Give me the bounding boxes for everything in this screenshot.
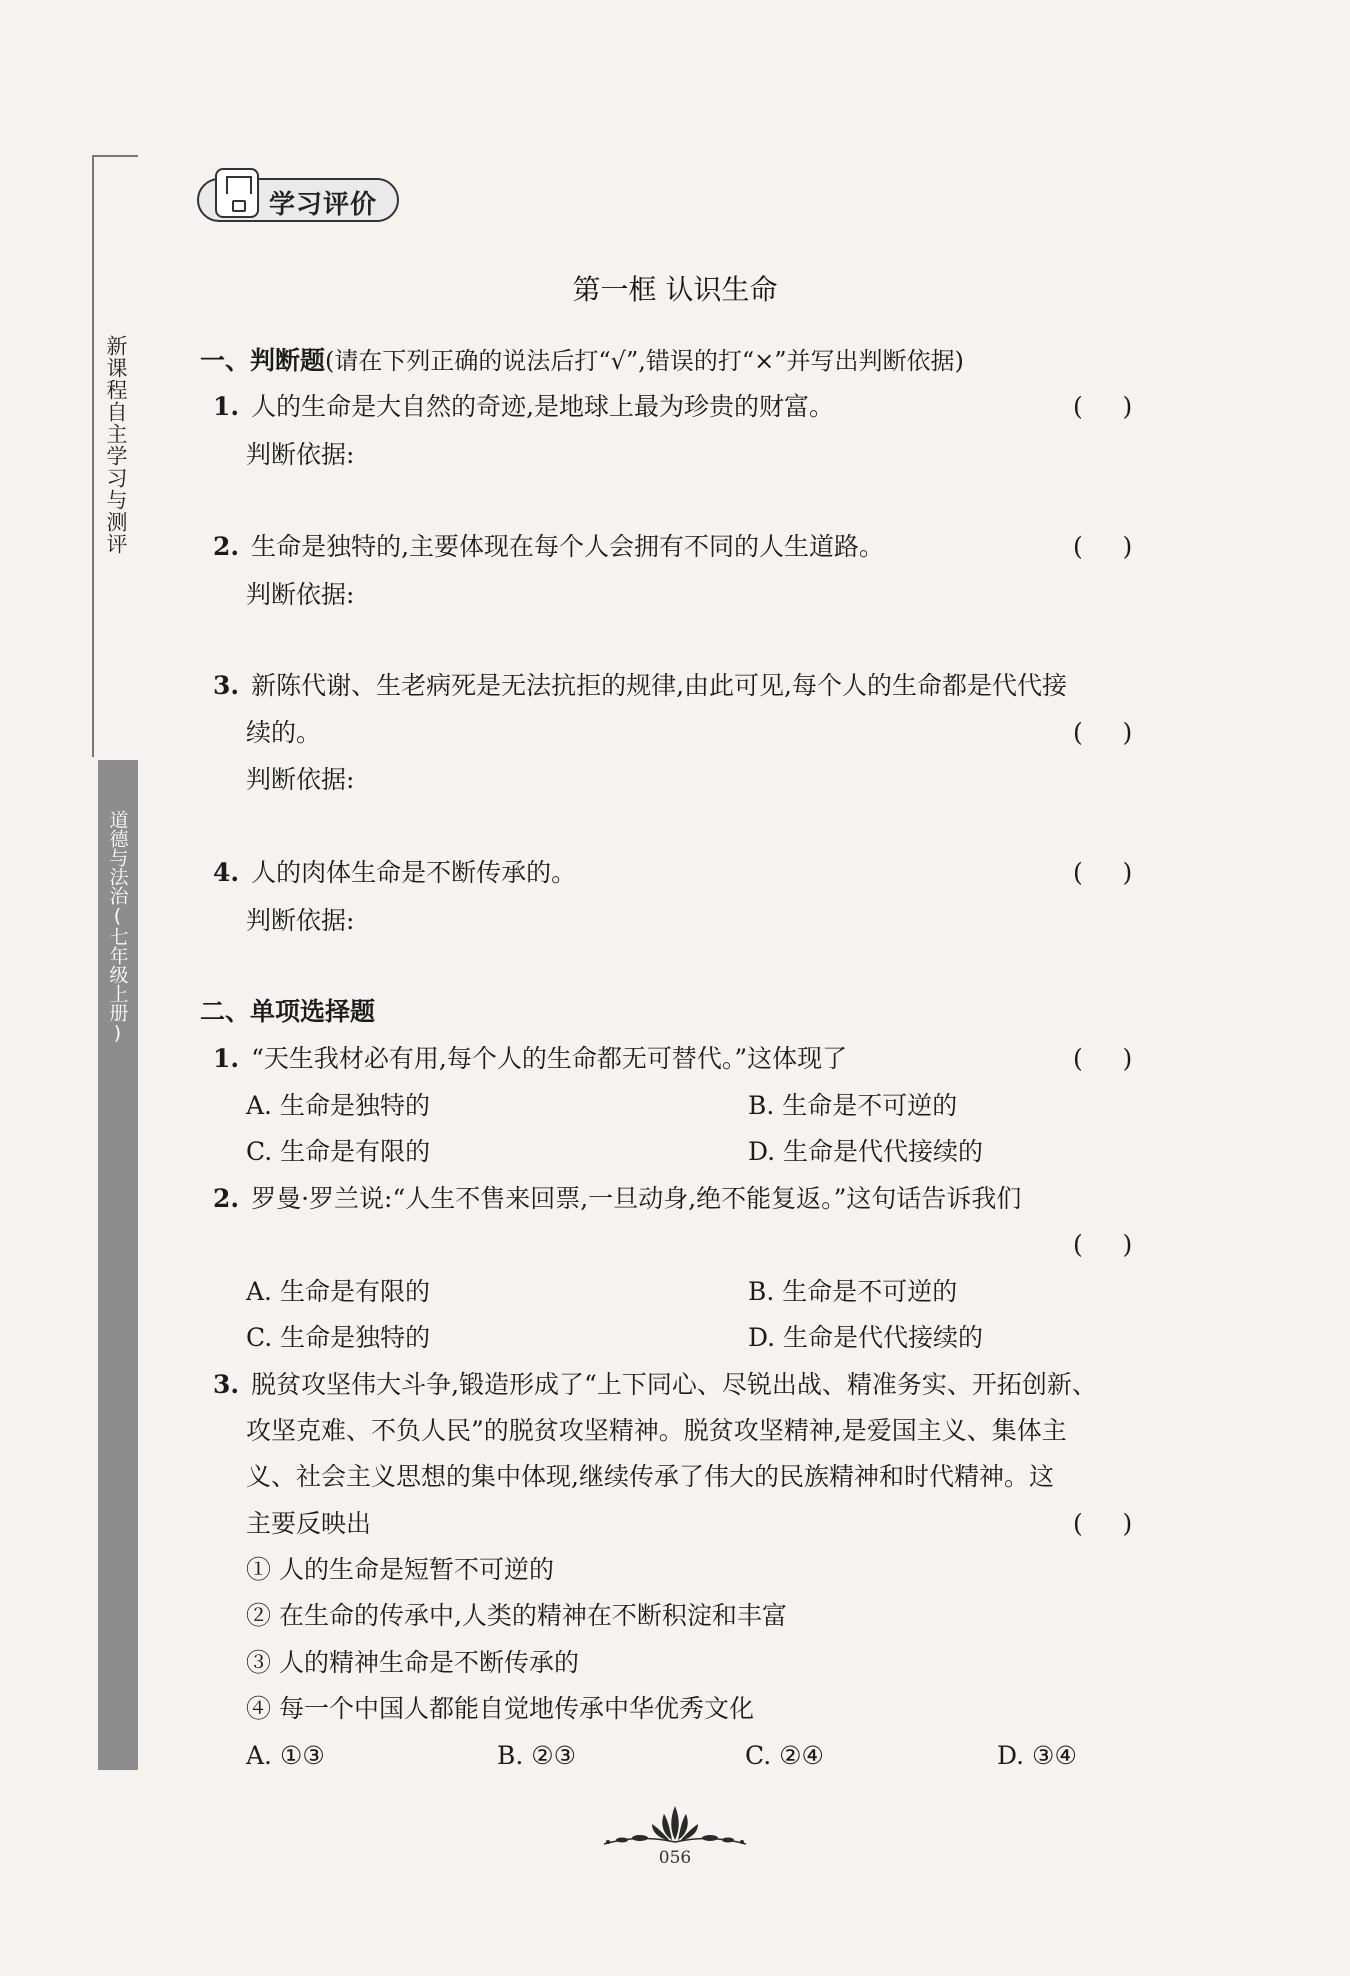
choice-question-2 [213, 1184, 1021, 1214]
question-text-line-3: 义、社会主义思想的集中体现,继续传承了伟大的民族精神和时代精神。这 [246, 1462, 1054, 1491]
part1-instruction: (请在下列正确的说法后打“√”,错误的打“×”并写出判断依据) [325, 347, 964, 375]
answer-blank[interactable]: ( ) [1073, 392, 1133, 421]
basis-label: 判断依据: [246, 580, 355, 609]
item-number: 1. [213, 1044, 240, 1073]
answer-blank[interactable]: ( ) [1073, 1509, 1133, 1538]
question-text: 罗曼·罗兰说:“人生不售来回票,一旦动身,绝不能复返。”这句话告诉我们 [251, 1184, 1022, 1213]
answer-blank[interactable]: ( ) [1073, 858, 1133, 887]
statement-4: ④ 每一个中国人都能自觉地传承中华优秀文化 [246, 1694, 754, 1723]
option-b[interactable]: B. 生命是不可逆的 [748, 1277, 958, 1306]
option-d[interactable]: D. 生命是代代接续的 [748, 1323, 984, 1352]
judge-item-2 [213, 532, 884, 562]
choice-question-1 [213, 1044, 847, 1074]
answer-blank[interactable]: ( ) [1073, 718, 1133, 747]
item-text: 人的生命是大自然的奇迹,是地球上最为珍贵的财富。 [251, 392, 835, 421]
item-text: 生命是独特的,主要体现在每个人会拥有不同的人生道路。 [251, 532, 885, 561]
basis-label: 判断依据: [246, 765, 355, 794]
item-text: 新陈代谢、生老病死是无法抗拒的规律,由此可见,每个人的生命都是代代接 [251, 671, 1068, 700]
page-title: 第一框 认识生命 [572, 273, 778, 306]
option-b[interactable]: B. 生命是不可逆的 [748, 1091, 958, 1120]
option-b[interactable]: B. ②③ [497, 1741, 577, 1770]
question-text: “天生我材必有用,每个人的生命都无可替代。”这体现了 [251, 1044, 848, 1073]
option-a[interactable]: A. 生命是有限的 [246, 1277, 430, 1306]
option-c[interactable]: C. 生命是独特的 [246, 1323, 431, 1352]
item-number: 3. [213, 671, 240, 700]
question-text-line-2: 攻坚克难、不负人民”的脱贫攻坚精神。脱贫攻坚精神,是爱国主义、集体主 [246, 1416, 1067, 1445]
option-a[interactable]: A. ①③ [246, 1741, 325, 1770]
option-c[interactable]: C. ②④ [745, 1741, 824, 1770]
series-side-tab [92, 155, 138, 757]
part1-heading [200, 346, 964, 376]
item-number: 2. [213, 532, 240, 561]
item-number: 4. [213, 858, 240, 887]
answer-blank[interactable]: ( ) [1073, 532, 1133, 561]
question-text-line-4: 主要反映出 [246, 1509, 372, 1538]
floral-ornament-icon [600, 1800, 750, 1850]
subject-title: 道德与法治(七年级上册) [106, 810, 129, 1044]
part2-heading: 二、单项选择题 [200, 997, 376, 1026]
judge-item-3 [213, 671, 1067, 701]
option-a[interactable]: A. 生命是独特的 [246, 1091, 430, 1120]
answer-blank[interactable]: ( ) [1073, 1044, 1133, 1073]
statement-3: ③ 人的精神生命是不断传承的 [246, 1648, 579, 1677]
basis-label: 判断依据: [246, 440, 355, 469]
item-number: 3. [213, 1370, 240, 1399]
series-title: 新课程自主学习与测评 [104, 335, 128, 555]
item-number: 2. [213, 1184, 240, 1213]
option-c[interactable]: C. 生命是有限的 [246, 1137, 431, 1166]
option-d[interactable]: D. ③④ [997, 1741, 1077, 1770]
floppy-disk-icon [215, 168, 259, 218]
judge-item-4 [213, 858, 576, 888]
answer-blank[interactable]: ( ) [1073, 1230, 1133, 1259]
basis-label: 判断依据: [246, 906, 355, 935]
item-text: 人的肉体生命是不断传承的。 [251, 858, 577, 887]
choice-question-3 [213, 1370, 1097, 1400]
question-text: 脱贫攻坚伟大斗争,锻造形成了“上下同心、尽锐出战、精准务实、开拓创新、 [251, 1370, 1097, 1399]
item-text-continued: 续的。 [246, 718, 322, 747]
statement-2: ② 在生命的传承中,人类的精神在不断积淀和丰富 [246, 1601, 787, 1630]
section-badge [197, 178, 399, 222]
statement-1: ① 人的生命是短暂不可逆的 [246, 1555, 554, 1584]
option-d[interactable]: D. 生命是代代接续的 [748, 1137, 984, 1166]
badge-label: 学习评价 [269, 190, 378, 220]
page-number: 056 [658, 1848, 692, 1868]
item-number: 1. [213, 392, 240, 421]
judge-item-1 [213, 392, 834, 422]
part1-heading-text: 一、判断题 [200, 346, 326, 375]
subject-side-tab [98, 760, 138, 1770]
